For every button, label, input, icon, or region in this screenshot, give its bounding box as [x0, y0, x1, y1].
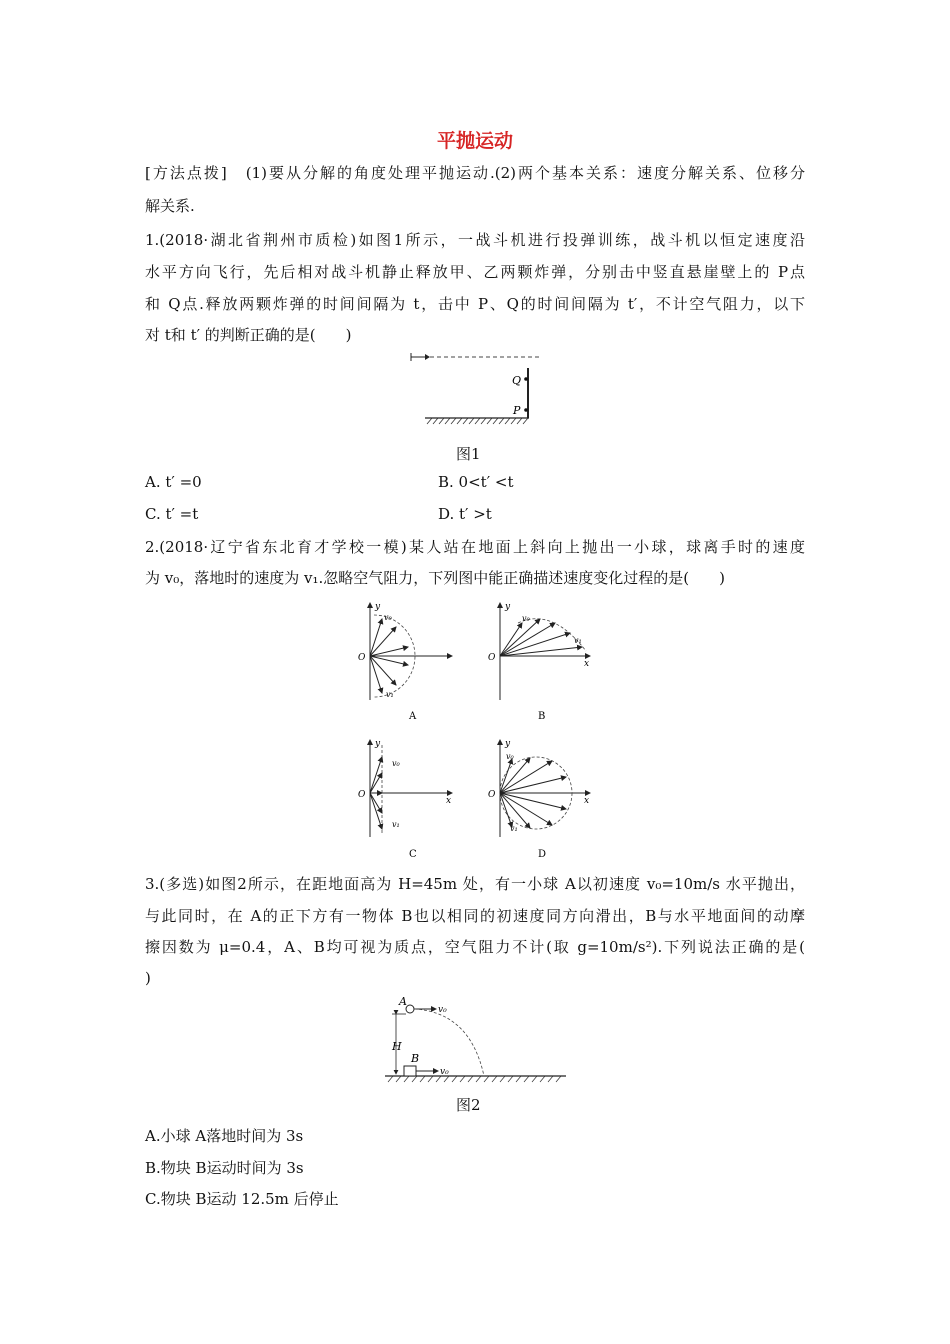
method-tip-line-1: [方法点拨] (1)要从分解的角度处理平抛运动.(2)两个基本关系：速度分解关系、位移分: [145, 164, 805, 182]
q3-line-3: 擦因数为 μ=0.4，A、B均可视为质点，空气阻力不计(取 g=10m/s²).下列说法正确的是(: [145, 938, 805, 956]
label-b-v0: v₀: [440, 1067, 449, 1077]
ground-hatch: [427, 418, 528, 424]
graph-d: [488, 739, 590, 860]
graph-b: [488, 602, 590, 722]
graph-b-v0: v₀: [522, 614, 530, 623]
graph-a-origin: O: [358, 653, 366, 663]
velocity-graphs: [340, 595, 610, 865]
graph-c-label: C: [409, 849, 417, 860]
label-b: B: [411, 1052, 420, 1065]
q1-option-a: A. t′ =0: [145, 473, 202, 491]
q3-line-1: 3.(多选)如图2所示，在距地面高为 H=45m 处，有一小球 A以初速度 v₀=10m/s 水平抛出，: [145, 875, 805, 893]
graph-b-y-label: y: [505, 602, 511, 612]
figure-1-caption: 图1: [456, 445, 481, 463]
page-title: 平抛运动: [436, 130, 513, 152]
graph-d-y-label: y: [505, 739, 511, 749]
block-b: [404, 1066, 416, 1076]
graph-a-v1: v₁: [386, 690, 394, 699]
graph-c-y-label: y: [375, 739, 381, 749]
method-tip-line-2: 解关系.: [145, 197, 195, 215]
ball-a: [406, 1005, 414, 1013]
graph-a-label: A: [409, 711, 417, 722]
q1-option-c: C. t′ =t: [145, 505, 199, 523]
graph-b-v1: v₁: [574, 636, 582, 645]
q1-line-2: 水平方向飞行，先后相对战斗机静止释放甲、乙两颗炸弹，分别击中竖直悬崖壁上的 P点: [145, 263, 805, 281]
label-a-v0: v₀: [438, 1005, 447, 1015]
graph-b-label: B: [538, 711, 546, 722]
graph-d-label: D: [538, 849, 547, 860]
q1-line-4: 对 t和 t′ 的判断正确的是( ): [145, 326, 352, 344]
point-q: [524, 377, 528, 381]
graph-c: [358, 739, 452, 860]
graph-c-v0: v₀: [392, 759, 400, 768]
q3-option-b: B.物块 B运动时间为 3s: [145, 1159, 304, 1177]
q1-option-b: B. 0<t′ <t: [438, 473, 514, 491]
graph-c-v1: v₁: [392, 820, 400, 829]
graph-d-v1: v₁: [510, 824, 518, 833]
label-a: A: [399, 995, 407, 1008]
trajectory-a: [414, 1009, 484, 1076]
q3-option-a: A.小球 A落地时间为 3s: [145, 1127, 304, 1145]
graph-b-x-label: x: [584, 659, 590, 669]
graph-d-x-label: x: [584, 796, 590, 806]
plane-icon: [411, 353, 430, 361]
q1-line-1: 1.(2018·湖北省荆州市质检)如图1所示，一战斗机进行投弹训练，战斗机以恒定速度沿: [145, 231, 805, 249]
label-h: H: [392, 1040, 402, 1053]
q1-line-3: 和 Q点.释放两颗炸弹的时间间隔为 t，击中 P、Q的时间间隔为 t′，不计空气阻力，以下: [145, 295, 805, 313]
point-p: [524, 408, 528, 412]
q2-line-2: 为 v₀，落地时的速度为 v₁.忽略空气阻力，下列图中能正确描述速度变化过程的是( ): [145, 569, 725, 587]
figure-2-caption: 图2: [456, 1096, 481, 1114]
label-p: P: [513, 404, 521, 417]
figure-1-diagram: [405, 346, 545, 432]
q3-line-2: 与此同时，在 A的正下方有一物体 B也以相同的初速度同方向滑出，B与水平地面间的动摩: [145, 907, 805, 925]
label-q: Q: [512, 374, 522, 387]
graph-a-v0: v₀: [384, 613, 392, 622]
graph-c-origin: O: [358, 790, 366, 800]
figure-2-diagram: [380, 994, 580, 1084]
graph-d-origin: O: [488, 790, 496, 800]
ground-hatch: [388, 1076, 561, 1082]
q2-line-1: 2.(2018·辽宁省东北育才学校一模)某人站在地面上斜向上抛出一小球，球离手时的速度: [145, 538, 805, 556]
q3-line-4: ): [145, 969, 151, 987]
graph-b-origin: O: [488, 653, 496, 663]
q1-option-d: D. t′ >t: [438, 505, 492, 523]
graph-a: [358, 602, 452, 722]
graph-a-y-label: y: [375, 602, 381, 612]
graph-d-v0: v₀: [506, 752, 514, 761]
q3-option-c: C.物块 B运动 12.5m 后停止: [145, 1190, 339, 1208]
graph-c-x-label: x: [446, 796, 452, 806]
